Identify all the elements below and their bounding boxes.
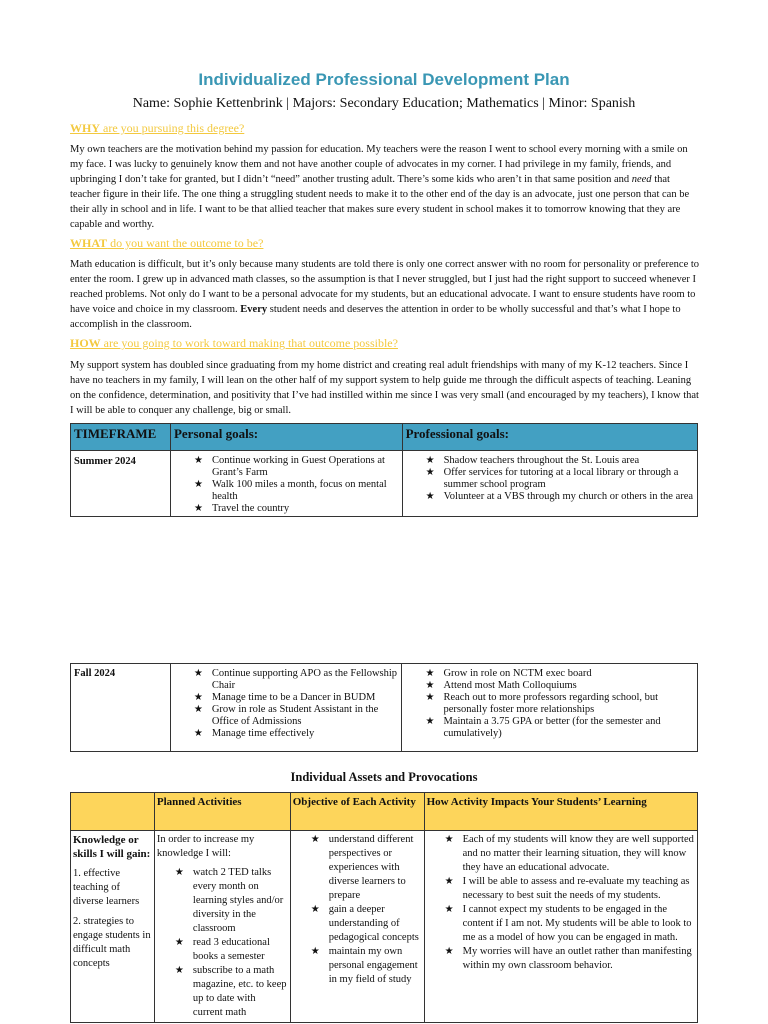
summer-personal-goals (170, 451, 402, 517)
page-title: Individualized Professional Development Plan (198, 70, 570, 89)
list-item: ★ I cannot expect my students to be engaged in the content if I am not. My students will be able to look to me as a model of how you can be engaged in math. (445, 903, 695, 945)
knowledge-row (71, 831, 698, 1023)
list-item: ★ Reach out to more professors regarding school, but personally foster more relationships (425, 692, 694, 716)
knowledge-label: Knowledge or skills I will gain: (73, 834, 151, 860)
planned-activities-cell (154, 831, 290, 1023)
goals-table-summer (70, 423, 698, 517)
list-item: ★ My worries will have an outlet rather than manifesting within my own classroom behavior. (445, 945, 695, 973)
what-text-2: student needs and deserves the attention in order to be wholly successful and that’s what I hope to accomplish in the classroom. (70, 304, 681, 330)
what-heading (70, 236, 263, 251)
list-item: ★ Grow in role as Student Assistant in the Office of Admissions (194, 704, 399, 728)
what-text-1: Math education is difficult, but it’s only because many students are told there is only one correct answer with no room for personality or preference to enter the room. I grew up in advanced math classes, so the assumption is that I never struggled, but I just had the right support to succeed whenever I reached problems. Not only do I want to be a personal advocate for my students, but an educational advocate. I want to ensure students have room to have voice and choice in my classroom. (70, 259, 700, 315)
list-item: ★ I will be able to assess and re-evaluate my teaching as necessary to best suit the needs of my students. (445, 875, 695, 903)
fall-row (71, 664, 698, 752)
objective-header: Objective of Each Activity (290, 793, 424, 831)
planned-activities-header: Planned Activities (154, 793, 290, 831)
list-item: ★ Shadow teachers throughout the St. Louis area (426, 455, 694, 467)
assets-table (70, 792, 698, 1023)
why-paragraph (70, 142, 700, 232)
goals-table-fall (70, 663, 698, 752)
impacts-cell (424, 831, 697, 1023)
why-text-1: My own teachers are the motivation behind my passion for education. My teachers were the reason I went to school every morning with a smile on my face. I was lucky to genuinely know them and not have another couple of advocates in my corner. I had privilege in my family, friends, and upbringing I don’t take for granted, but I didn’t “need” another trusting adult. There’s some kids who aren’t in that same position and (70, 144, 688, 185)
activities-intro: In order to increase my knowledge I will: (156, 834, 255, 859)
knowledge-item-2: 2. strategies to engage students in difficult math concepts (73, 916, 151, 969)
why-text-2: that teacher figure in their life. The one thing a struggling student needs to make it to the other end of the day is an advocate, just one person that can be their ally in school and in life. I want to be that allied teacher that makes sure every student in school makes it to tomorrow knowing that they are capable and worthy. (70, 174, 690, 230)
list-item: ★ gain a deeper understanding of pedagogical concepts (311, 903, 422, 945)
personal-goals-header: Personal goals: (170, 424, 402, 451)
list-item: ★ Offer services for tutoring at a local library or through a summer school program (426, 467, 694, 491)
how-question: are you going to work toward making that outcome possible? (100, 336, 398, 350)
list-item: ★ Maintain a 3.75 GPA or better (for the semester and cumulatively) (425, 716, 694, 740)
why-heading (70, 121, 244, 136)
fall-professional-goals (402, 664, 698, 752)
summer-professional-goals (402, 451, 697, 517)
list-item: ★ Continue supporting APO as the Fellowship Chair (194, 668, 399, 692)
list-item: ★ Travel the country (194, 503, 399, 515)
list-item: ★ Walk 100 miles a month, focus on mental health (194, 479, 399, 503)
why-keyword: WHY (70, 121, 100, 135)
fall-timeframe: Fall 2024 (71, 664, 171, 752)
summer-row (71, 451, 698, 517)
knowledge-item-1: 1. effective teaching of diverse learners (73, 868, 140, 907)
list-item: ★ Each of my students will know they are well supported and no matter their learning situation, they will know they have an educational advocate. (445, 833, 695, 875)
knowledge-label-cell (71, 831, 155, 1023)
how-keyword: HOW (70, 336, 101, 350)
list-item: ★ Attend most Math Colloquiums (425, 680, 694, 692)
how-heading (70, 336, 398, 351)
what-paragraph (70, 257, 700, 332)
list-item: ★ read 3 educational books a semester (175, 936, 288, 964)
professional-goals-header: Professional goals: (402, 424, 697, 451)
list-item: ★ Volunteer at a VBS through my church or others in the area (426, 491, 694, 503)
list-item: ★ maintain my own personal engagement in my field of study (311, 945, 422, 987)
what-text-bold: Every (240, 304, 268, 315)
why-question: are you pursuing this degree? (100, 121, 245, 135)
objectives-cell (290, 831, 424, 1023)
summer-timeframe: Summer 2024 (71, 451, 171, 517)
assets-section-title: Individual Assets and Provocations (290, 770, 478, 784)
goals-header-row (71, 424, 698, 451)
page-subtitle: Name: Sophie Kettenbrink | Majors: Secondary Education; Mathematics | Minor: Spanish (132, 96, 636, 111)
assets-header-blank (71, 793, 155, 831)
list-item: ★ understand different perspectives or experiences with diverse learners to prepare (311, 833, 422, 903)
list-item: ★ Manage time to be a Dancer in BUDM (194, 692, 399, 704)
timeframe-header: TIMEFRAME (71, 424, 171, 451)
fall-personal-goals (170, 664, 402, 752)
list-item: ★ Continue working in Guest Operations at Grant’s Farm (194, 455, 399, 479)
assets-header-row (71, 793, 698, 831)
list-item: ★ Manage time effectively (194, 728, 399, 740)
what-keyword: WHAT (70, 236, 108, 250)
how-paragraph: My support system has doubled since graduating from my home district and creating real adult friendships with many of my K-12 teachers. Since I have no teachers in my family, I will lean on the other half of my support system to help guide me through the difficult aspects of teaching. Leaning on the confidence, determination, and positivity that I’ve had instilled within me since I was very small (and encouraged by my teachers), I know that I will be able to conquer any challenge, big or small. (70, 360, 699, 416)
what-question: do you want the outcome to be? (107, 236, 264, 250)
impact-header: How Activity Impacts Your Students’ Learning (424, 793, 697, 831)
why-text-emphasis: need (631, 174, 652, 185)
list-item: ★ watch 2 TED talks every month on learning styles and/or diversity in the classroom (175, 866, 288, 936)
list-item: ★ Grow in role on NCTM exec board (425, 668, 694, 680)
list-item: ★ subscribe to a math magazine, etc. to keep up to date with current math (175, 964, 288, 1020)
